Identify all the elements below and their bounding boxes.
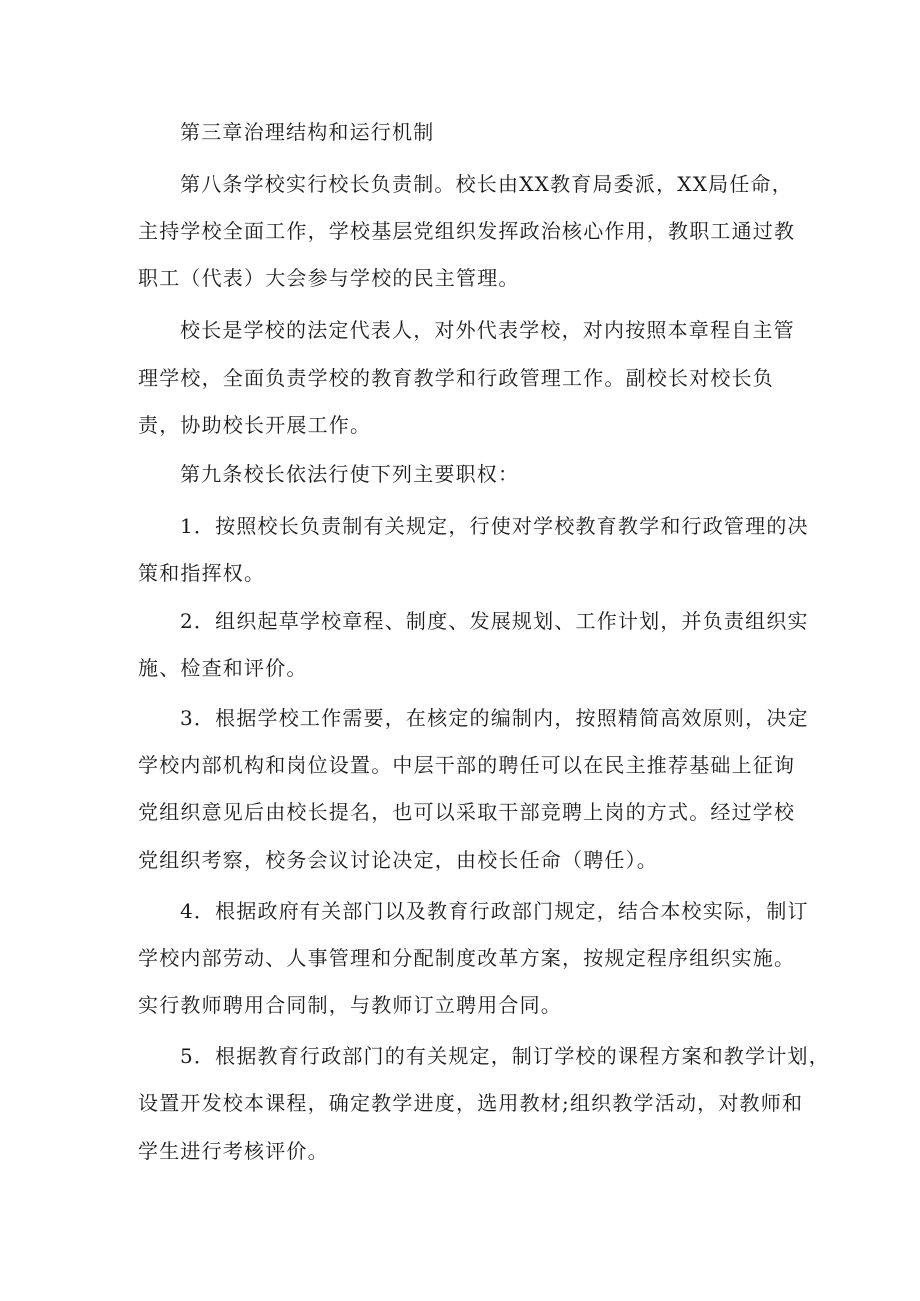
item-5-line-3: 学生进行考核评价。: [138, 1139, 329, 1163]
item-2-line-1: 2．组织起草学校章程、制度、发展规划、工作计划，并负责组织实: [180, 609, 809, 633]
article-9-heading: 第九条校长依法行使下列主要职权：: [180, 462, 520, 486]
item-1-line-1: 1．按照校长负责制有关规定，行使对学校教育教学和行政管理的决: [180, 514, 809, 538]
item-1-line-2: 策和指挥权。: [138, 561, 266, 585]
item-4-line-1: 4．根据政府有关部门以及教育行政部门规定，结合本校实际，制订: [180, 899, 809, 923]
article-8-line-1: 第八条学校实行校长负责制。校长由XX教育局委派，XX局任命，: [180, 172, 793, 196]
item-2-line-2: 施、检查和评价。: [138, 656, 308, 680]
principal-para-line-1: 校长是学校的法定代表人，对外代表学校，对内按照本章程自主管: [180, 318, 795, 342]
item-4-line-2: 学校内部劳动、人事管理和分配制度改革方案，按规定程序组织实施。: [138, 946, 796, 970]
chapter-title: 第三章治理结构和运行机制: [180, 120, 435, 144]
article-8-line-2: 主持学校全面工作，学校基层党组织发挥政治核心作用，教职工通过教: [138, 219, 796, 243]
item-3-line-4: 党组织考察，校务会议讨论决定，由校长任命（聘任）。: [138, 848, 658, 872]
item-3-line-3: 党组织意见后由校长提名，也可以采取干部竞聘上岗的方式。经过学校: [138, 800, 796, 824]
item-3-line-1: 3．根据学校工作需要，在核定的编制内，按照精简高效原则，决定: [180, 706, 809, 730]
item-5-line-2: 设置开发校本课程，确定教学进度，选用教材;组织教学活动，对教师和: [138, 1091, 804, 1115]
item-5-line-1: 5．根据教育行政部门的有关规定，制订学校的课程方案和教学计划，: [180, 1044, 830, 1068]
item-4-line-3: 实行教师聘用合同制，与教师订立聘用合同。: [138, 993, 562, 1017]
principal-para-line-2: 理学校，全面负责学校的教育教学和行政管理工作。副校长对校长负: [138, 366, 774, 390]
item-3-line-2: 学校内部机构和岗位设置。中层干部的聘任可以在民主推荐基础上征询: [138, 753, 796, 777]
article-8-line-3: 职工（代表）大会参与学校的民主管理。: [138, 266, 520, 290]
principal-para-line-3: 责，协助校长开展工作。: [138, 413, 372, 437]
